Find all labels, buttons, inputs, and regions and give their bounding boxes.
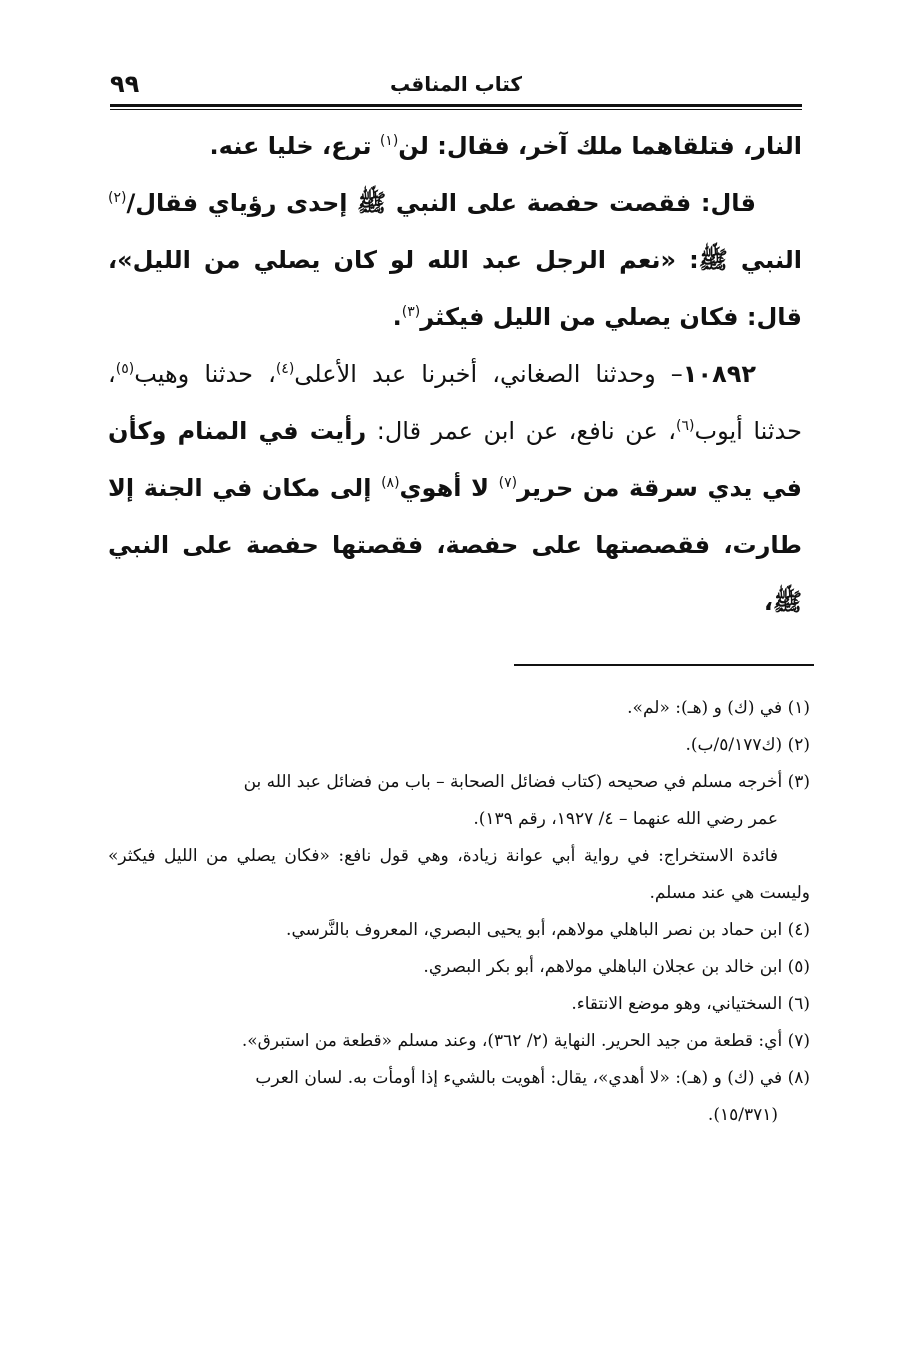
paragraph-2 [108,175,802,346]
footnotes [108,690,810,1134]
footnote-6: (٦) السختياني، وهو موضع الانتقاء. [571,994,810,1014]
header-rule-thin [110,109,802,110]
footnote-7: (٧) أي: قطعة من جيد الحرير. النهاية (٢/ ٣٦٢)، وعند مسلم «قطعة من استبرق». [241,1031,810,1051]
main-text [108,118,802,631]
footnote-4: (٤) ابن حماد بن نصر الباهلي مولاهم، أبو يحيى البصري، المعروف بالنَّرسي. [286,920,810,940]
p3-text-a: – وحدثنا الصغاني، أخبرنا عبد الأعلى [294,360,683,388]
p3-text-e: رأيت في المنام وكأن في يدي سرقة من حرير [108,417,803,502]
p3-text-g: إلى مكان في الجنة إلا طارت، فقصصتها على حفصة، فقصتها حفصة على النبي ﷺ، [108,474,802,616]
footnote-ref-6: (٦) [676,418,695,434]
footnote-3-extra: فائدة الاستخراج: في رواية أبي عوانة زيادة، وهي قول نافع: «فكان يصلي من الليل فيكثر» وليست هي عند مسلم. [108,846,810,903]
footnote-ref-7: (٧) [498,475,518,491]
page-number: ٩٩ [110,70,140,98]
p1-text-end: ترع، خليا عنه. [209,132,380,160]
footnote-separator [514,664,814,666]
p2-text-a: قال: فقصت حفصة على النبي ﷺ إحدى رؤياي فقال/ [126,189,756,217]
running-header [110,70,802,104]
p2-text-end: . [392,303,402,331]
footnote-5: (٥) ابن خالد بن عجلان الباهلي مولاهم، أبو بكر البصري. [423,957,810,977]
footnote-ref-2: (٢) [108,190,127,206]
p3-text-c: ، حدثنا أيوب [108,360,802,445]
p3-text-b: ، حدثنا وهيب [134,360,276,388]
footnote-8-continued: (١٥/٣٧١). [707,1105,778,1125]
footnote-2: (٢) (ك٥/١٧٧/ب). [685,735,810,755]
hadith-number: ١٠٨٩٢ [682,360,757,388]
p3-text-f: لا أهوي [399,474,499,502]
footnote-1: (١) في (ك) و (هـ): «لم». [627,698,810,718]
p1-text: النار، فتلقاهما ملك آخر، فقال: لن [398,132,802,160]
p2-text-b: النبي ﷺ: «نعم الرجل عبد الله لو كان يصلي من الليل»، قال: فكان يصلي من الليل فيكثر [108,246,802,331]
footnote-ref-8: (٨) [381,475,400,491]
p3-text-d: ، عن نافع، عن ابن عمر قال: [366,417,677,445]
footnote-ref-4: (٤) [275,361,295,377]
footnote-ref-5: (٥) [115,361,135,377]
header-title: كتاب المناقب [389,72,523,96]
footnote-3: (٣) أخرجه مسلم في صحيحه (كتاب فضائل الصحابة – باب من فضائل عبد الله بن [243,772,810,792]
footnote-8: (٨) في (ك) و (هـ): «لا أهدي»، يقال: أهويت بالشيء إذا أومأت به. لسان العرب [255,1068,810,1088]
paragraph-3 [108,346,802,631]
paragraph-1 [108,118,802,175]
footnote-ref-1: (١) [379,133,399,149]
footnote-ref-3: (٣) [401,304,421,320]
footnote-3-continued: عمر رضي الله عنهما – ٤/ ١٩٢٧، رقم ١٣٩). [473,809,778,829]
header-rule-thick [110,104,802,107]
